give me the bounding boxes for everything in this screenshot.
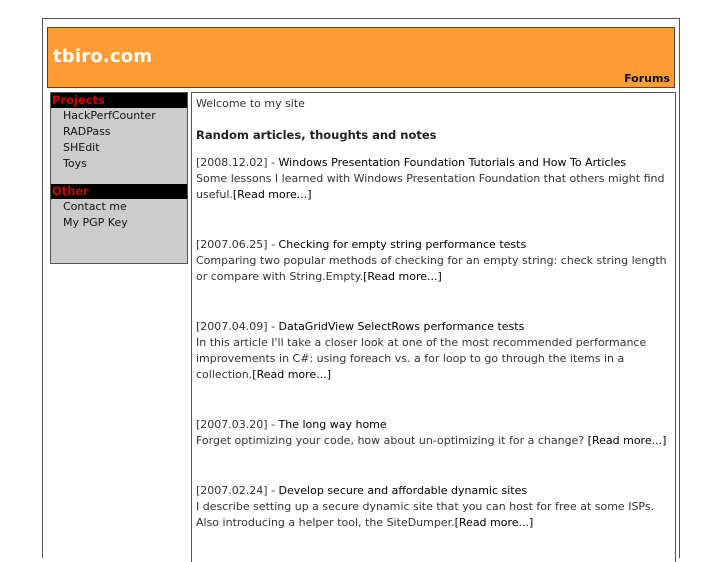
article-item: [2007.02.24] - Develop secure and affordable dynamic sites I describe setting up a secure dynamic site that you can host for free at some ISPs. Also introducing a helper tool, the SiteDumper.[Read more...]	[196, 484, 655, 529]
article-item: [2007.03.20] - The long way home Forget optimizing your code, how about un-optimizing it for a change? [Read more...]	[196, 418, 667, 447]
article-summary: Some lessons I learned with Windows Presentation Foundation that others might find useful.	[196, 172, 665, 201]
sidebar-item-shedit[interactable]: SHEdit	[63, 141, 100, 154]
article-title-link[interactable]: Checking for empty string performance tests	[278, 238, 527, 251]
article-item: [2007.06.25] - Checking for empty string performance tests Comparing two popular methods of checking for an empty string: check string length or compare with String.Empty.[Read more...]	[196, 238, 667, 283]
sidebar-spacer	[51, 172, 187, 184]
sidebar-item-pgp-key[interactable]: My PGP Key	[63, 216, 128, 229]
articles-heading: Random articles, thoughts and notes	[196, 128, 437, 142]
main-content	[191, 92, 676, 562]
article-item: [2007.04.09] - DataGridView SelectRows performance tests In this article I'll take a closer look at one of the most recommended performance improvements in C#: using foreach vs. a for loop to go through the items in a collection.[Read more...]	[196, 320, 647, 381]
article-date: [2007.04.09]	[196, 320, 268, 333]
welcome-text: Welcome to my site	[196, 97, 305, 110]
site-title[interactable]: tbiro.com	[53, 46, 153, 67]
article-date: [2007.06.25]	[196, 238, 268, 251]
article-title-link[interactable]: The long way home	[278, 418, 387, 431]
sidebar	[50, 92, 188, 264]
read-more-link[interactable]: [Read more...]	[454, 516, 534, 529]
read-more-link[interactable]: [Read more...]	[232, 188, 312, 201]
sidebar-item-radpass[interactable]: RADPass	[63, 125, 111, 138]
sidebar-item-hackperfcounter[interactable]: HackPerfCounter	[63, 109, 156, 122]
article-summary: I describe setting up a secure dynamic site that you can host for free at some ISPs. Also introducing a helper tool, the SiteDumper.	[196, 500, 655, 529]
article-date: [2007.02.24]	[196, 484, 268, 497]
article-title-link[interactable]: Windows Presentation Foundation Tutorials and How To Articles	[278, 156, 627, 169]
read-more-link[interactable]: [Read more...]	[587, 434, 667, 447]
site-header	[47, 27, 675, 88]
read-more-link[interactable]: [Read more...]	[252, 368, 331, 381]
article-item: [2008.12.02] - Windows Presentation Foundation Tutorials and How To Articles Some lessons I learned with Windows Presentation Foundation that others might find useful.[Read more...]	[196, 156, 665, 201]
page-frame	[42, 18, 680, 558]
read-more-link[interactable]: [Read more...]	[363, 270, 442, 283]
forums-link[interactable]: Forums	[624, 72, 670, 85]
sidebar-section-projects-title: Projects	[51, 93, 187, 108]
article-summary: In this article I'll take a closer look at one of the most recommended performance improvements in C#: using foreach vs. a for loop to go through the items in a collection.	[196, 336, 647, 381]
sidebar-item-toys[interactable]: Toys	[63, 157, 87, 170]
sidebar-section-other-title: Other	[51, 184, 187, 199]
article-summary: Forget optimizing your code, how about un-optimizing it for a change?	[196, 434, 588, 447]
article-date: [2008.12.02]	[196, 156, 268, 169]
article-title-link[interactable]: DataGridView SelectRows performance tests	[278, 320, 525, 333]
article-title-link[interactable]: Develop secure and affordable dynamic sites	[278, 484, 528, 497]
article-date: [2007.03.20]	[196, 418, 268, 431]
article-summary: Comparing two popular methods of checking for an empty string: check string length or compare with String.Empty.	[196, 254, 667, 283]
sidebar-item-contact-me[interactable]: Contact me	[63, 200, 127, 213]
